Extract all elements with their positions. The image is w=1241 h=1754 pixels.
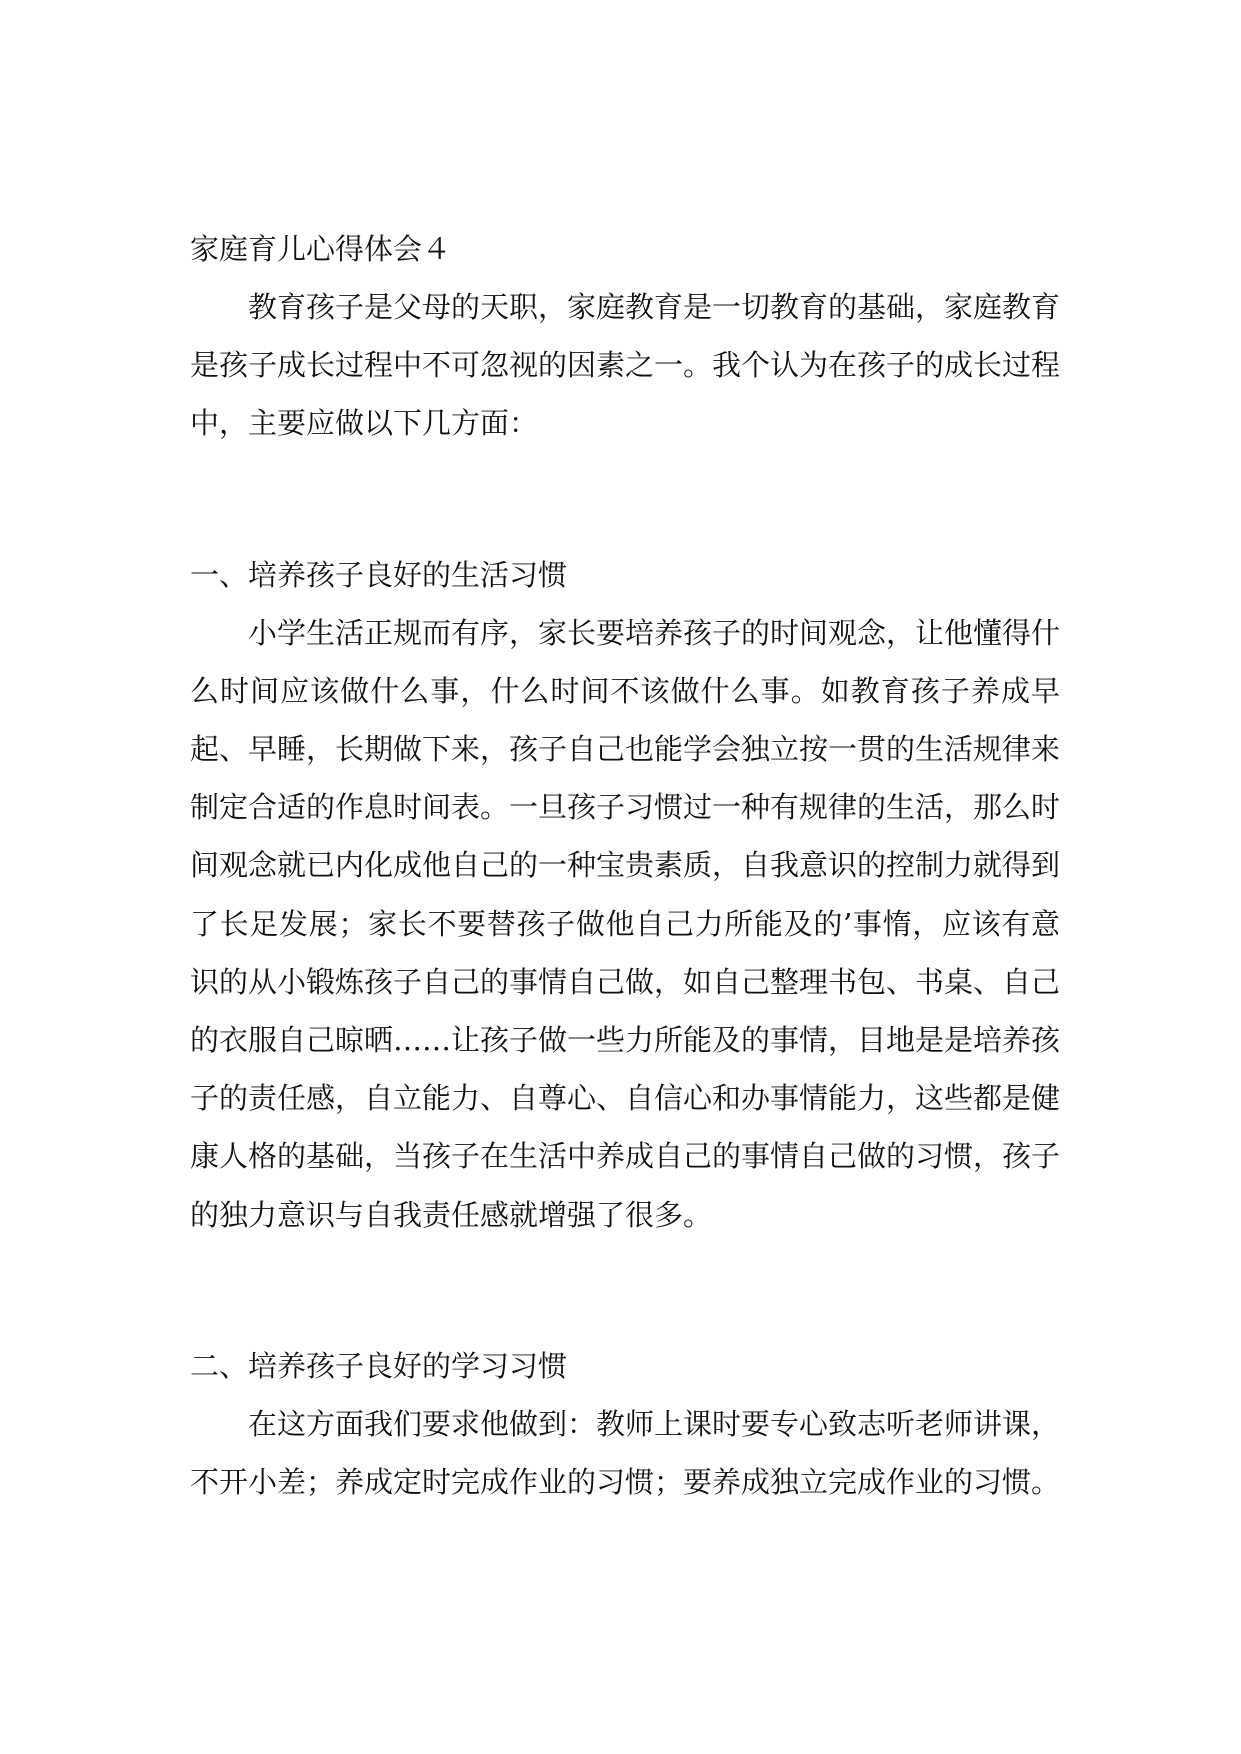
section-heading-2: 二、培养孩子良好的学习习惯 xyxy=(190,1348,568,1383)
section-body-1: 小学生活正规而有序，家长要培养孩子的时间观念，让他懂得什么时间应该做什么事，什么时间不该做什么事。如教育孩子养成早起、早睡，长期做下来，孩子自己也能学会独立按一贯的生活规律来制定合适的作息时间表。一旦孩子习惯过一种有规律的生活，那么时间观念就已内化成他自己的一种宝贵素质，自我意识的控制力就得到了长足发展；家长不要替孩子做他自己力所能及的’事惰，应该有意识的从小锻炼孩子自己的事情自己做，如自己整理书包、书桌、自己的衣服自己晾晒……让孩子做一些力所能及的事情，目地是是培养孩子的责任感，自立能力、自尊心、自信心和办事情能力，这些都是健康人格的基础，当孩子在生活中养成自己的事情自己做的习惯，孩子的独力意识与自我责任感就增强了很多。 xyxy=(190,615,1061,1232)
document-title: 家庭育儿心得体会４ xyxy=(190,232,452,266)
intro-paragraph: 教育孩子是父母的天职，家庭教育是一切教育的基础，家庭教育是孩子成长过程中不可忽视的因素之一。我个认为在孩子的成长过程中，主要应做以下几方面： xyxy=(190,290,1061,441)
section-body-2: 在这方面我们要求他做到：教师上课时要专心致志听老师讲课，不开小差；养成定时完成作业的习惯；要养成独立完成作业的习惯。 xyxy=(190,1406,1061,1500)
section-heading-1: 一、培养孩子良好的生活习惯 xyxy=(190,557,568,592)
document-content xyxy=(190,226,1060,1511)
